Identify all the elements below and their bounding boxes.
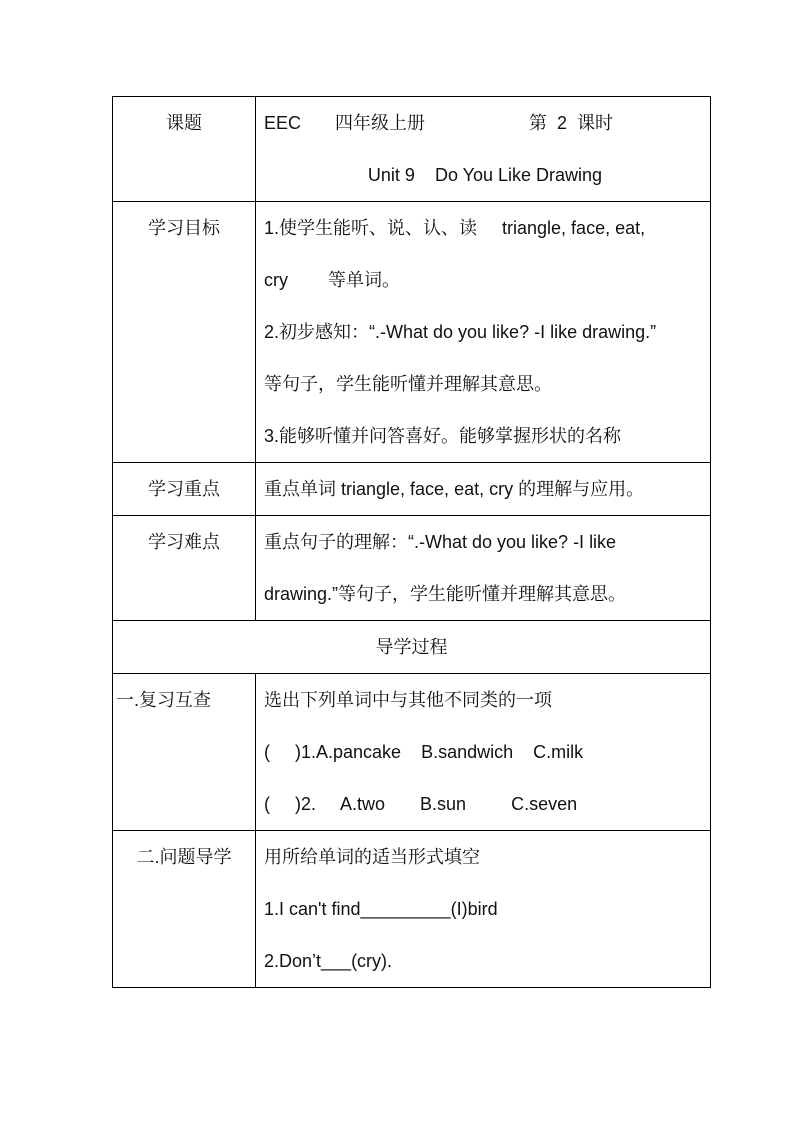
guidance-content (256, 831, 711, 988)
difficulties-label: 学习难点 (113, 516, 256, 621)
course-name: EEC (264, 113, 302, 133)
guidance-line: 1.I can't find_________(I)bird (264, 899, 498, 919)
process-row (113, 621, 711, 674)
objective-line: 2.初步感知：“.-What do you like? -I like drawing.” (264, 322, 657, 342)
difficulties-row (113, 516, 711, 621)
header-line-1 (264, 97, 706, 149)
review-line: ( )2. A.two B.sun C.seven (264, 794, 578, 814)
objective-line: cry 等单词。 (264, 270, 401, 290)
objective-line: 3.能够听懂并问答喜好。能够掌握形状的名称 (264, 426, 622, 446)
process-title: 导学过程 (113, 621, 711, 674)
lesson-plan-table (112, 96, 711, 988)
key-points-row (113, 463, 711, 516)
header-content (256, 97, 711, 202)
key-point-line: 重点单词 triangle, face, eat, cry 的理解与应用。 (264, 479, 645, 499)
guidance-label: 二.问题导学 (113, 831, 256, 988)
objective-line: 等句子，学生能听懂并理解其意思。 (264, 374, 552, 394)
review-line: ( )1.A.pancake B.sandwich C.milk (264, 742, 584, 762)
objective-line: 1.使学生能听、说、认、读 triangle, face, eat, (264, 218, 646, 238)
guidance-row (113, 831, 711, 988)
difficulty-line: 重点句子的理解：“.-What do you like? -I like (264, 532, 617, 552)
header-row (113, 97, 711, 202)
key-points-label: 学习重点 (113, 463, 256, 516)
header-label: 课题 (113, 97, 256, 202)
grade-name: 四年级上册 (335, 113, 426, 133)
guidance-line: 用所给单词的适当形式填空 (264, 847, 480, 867)
review-label: 一.复习互查 (113, 674, 256, 831)
review-content (256, 674, 711, 831)
key-points-content (256, 463, 711, 516)
objectives-label: 学习目标 (113, 202, 256, 463)
review-row (113, 674, 711, 831)
objectives-content (256, 202, 711, 463)
objectives-row (113, 202, 711, 463)
guidance-line: 2.Don’t___(cry). (264, 951, 393, 971)
difficulties-content (256, 516, 711, 621)
review-line: 选出下列单词中与其他不同类的一项 (264, 690, 552, 710)
difficulty-line: drawing.”等句子，学生能听懂并理解其意思。 (264, 584, 627, 604)
unit-title: Unit 9 Do You Like Drawing (367, 165, 603, 185)
lesson-number: 第 2 课时 (529, 113, 614, 133)
